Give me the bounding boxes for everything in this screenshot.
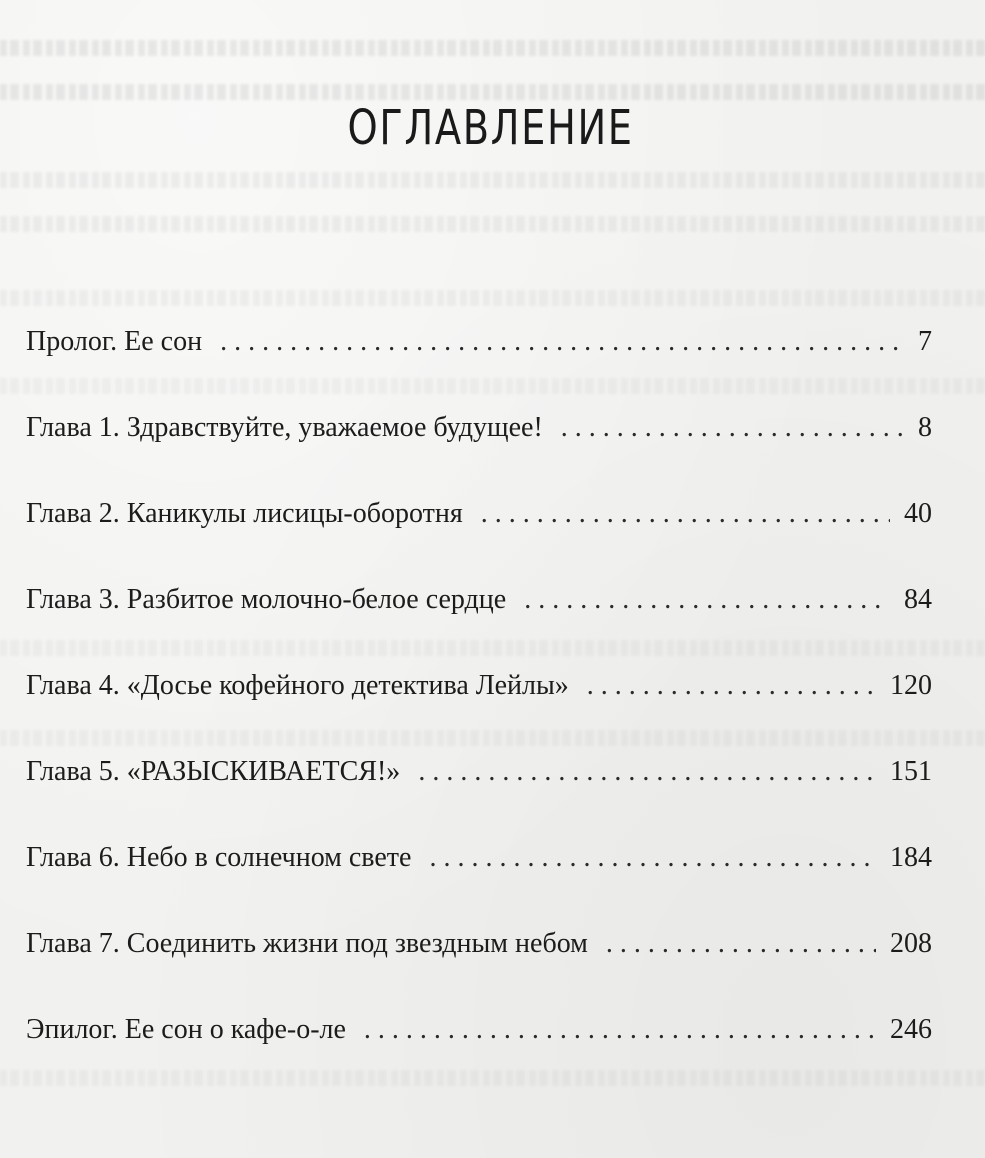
show-through-line (0, 730, 985, 746)
dot-leader (429, 836, 876, 880)
toc-entry-chapter-2[interactable] (26, 492, 932, 536)
toc-entry-label: Глава 2. Каникулы лисицы-оборотня (26, 498, 463, 529)
toc-entry-chapter-7[interactable] (26, 922, 932, 966)
toc-entry-page: 151 (890, 756, 932, 787)
toc-entry-label: Эпилог. Ее сон о кафе-о-ле (26, 1014, 346, 1045)
toc-entry-epilogue[interactable] (26, 1008, 932, 1052)
show-through-line (0, 216, 985, 232)
show-through-line (0, 84, 985, 100)
toc-entry-label: Глава 6. Небо в солнечном свете (26, 842, 412, 873)
show-through-line (0, 40, 985, 56)
toc-entry-page: 7 (918, 326, 932, 357)
toc-entry-label: Глава 1. Здравствуйте, уважаемое будущее! (26, 412, 543, 443)
toc-entry-label: Глава 5. «РАЗЫСКИВАЕТСЯ!» (26, 756, 401, 787)
toc-entry-page: 246 (890, 1014, 932, 1045)
toc-entry-chapter-6[interactable] (26, 836, 932, 880)
page-title: ОГЛАВЛЕНИЕ (347, 100, 634, 156)
dot-leader (418, 750, 876, 794)
toc-entry-page: 8 (918, 412, 932, 443)
toc-entry-label: Пролог. Ее сон (26, 326, 203, 357)
toc-entry-page: 208 (890, 928, 932, 959)
toc-entry-chapter-3[interactable] (26, 578, 932, 622)
show-through-line (0, 1070, 985, 1086)
show-through-line (0, 172, 985, 188)
toc-entry-page: 184 (890, 842, 932, 873)
dot-leader (606, 922, 876, 966)
dot-leader (364, 1008, 876, 1052)
toc-entry-prologue[interactable] (26, 320, 932, 364)
toc-entry-label: Глава 7. Соединить жизни под звездным небом (26, 928, 588, 959)
toc-entry-chapter-1[interactable] (26, 406, 932, 450)
toc-entry-page: 84 (904, 584, 932, 615)
toc-entry-page: 120 (890, 670, 932, 701)
dot-leader (561, 406, 904, 450)
toc-entry-label: Глава 4. «Досье кофейного детектива Лейлы» (26, 670, 569, 701)
show-through-line (0, 640, 985, 656)
toc-entry-page: 40 (904, 498, 932, 529)
toc-entry-label: Глава 3. Разбитое молочно-белое сердце (26, 584, 507, 615)
dot-leader (481, 492, 890, 536)
dot-leader (587, 664, 876, 708)
show-through-line (0, 290, 985, 306)
dot-leader (524, 578, 890, 622)
dot-leader (220, 320, 904, 364)
toc-entry-chapter-4[interactable] (26, 664, 932, 708)
toc-entry-chapter-5[interactable] (26, 750, 932, 794)
show-through-line (0, 378, 985, 394)
